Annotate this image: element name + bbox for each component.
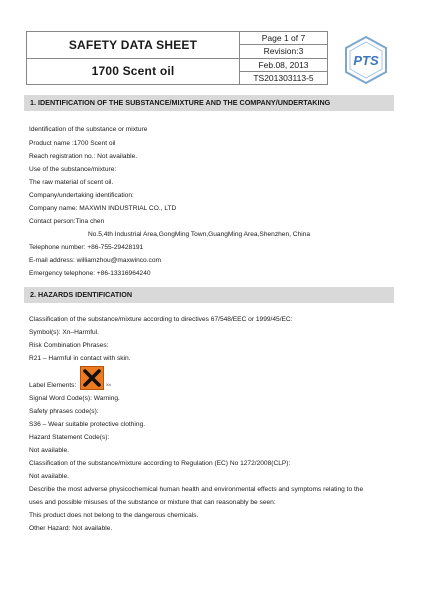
product-name-title: 1700 Scent oil xyxy=(27,58,240,85)
text-line: Other Hazard: Not available. xyxy=(29,525,113,532)
section-2-heading: 2. HAZARDS IDENTIFICATION xyxy=(24,287,394,303)
revision: Revision:3 xyxy=(240,45,328,58)
document-header-table xyxy=(26,31,328,85)
text-line: Classification of the substance/mixture according to directives 67/548/EEC or 1999/45/EC: xyxy=(29,316,293,323)
text-line: uses and possible misuses of the substance or mixture that can reasonably be seen: xyxy=(29,499,276,506)
text-line: R21 – Harmful in contact with skin. xyxy=(29,355,131,362)
text-line: Company name: MAXWIN INDUSTRIAL CO., LTD xyxy=(29,205,177,212)
pts-logo-icon xyxy=(342,35,390,85)
text-line: Identification of the substance or mixture xyxy=(29,126,148,133)
text-line: Telephone number: +86-755-29428191 xyxy=(29,244,144,251)
document-number: TS201303113-5 xyxy=(240,71,328,84)
hazard-symbol-code: Xn xyxy=(106,382,111,387)
text-line: Symbol(s): Xn–Harmful. xyxy=(29,329,99,336)
text-line: Reach registration no.: Not available. xyxy=(29,153,138,160)
text-line: E-mail address: williamzhou@maxwinco.com xyxy=(29,257,162,264)
text-line: Company/undertaking identification: xyxy=(29,192,134,199)
text-line: S36 – Wear suitable protective clothing. xyxy=(29,421,146,428)
text-line: This product does not belong to the dangerous chemicals. xyxy=(29,512,199,519)
section-1-heading: 1. IDENTIFICATION OF THE SUBSTANCE/MIXTURE AND THE COMPANY/UNDERTAKING xyxy=(24,95,394,111)
text-line: The raw material of scent oil. xyxy=(29,179,114,186)
text-line: Risk Combination Phrases: xyxy=(29,342,109,349)
text-line: Hazard Statement Code(s): xyxy=(29,434,110,441)
harmful-cross-icon xyxy=(80,366,104,390)
issue-date: Feb.08, 2013 xyxy=(240,58,328,71)
text-line: Product name :1700 Scent oil xyxy=(29,140,116,147)
text-line: Safety phrases code(s): xyxy=(29,408,99,415)
text-line: Signal Word Code(s): Warning. xyxy=(29,395,120,402)
text-line: Not available. xyxy=(29,447,69,454)
text-line: Use of the substance/mixture: xyxy=(29,166,117,173)
company-address: No.5,4th Industrial Area,GongMing Town,GuangMing Area,Shenzhen, China xyxy=(88,231,311,238)
document-title: SAFETY DATA SHEET xyxy=(27,32,240,59)
label-elements-label: Label Elements: xyxy=(29,382,77,389)
text-line: Classification of the substance/mixture according to Regulation (EC) No 1272/2008(CLP): xyxy=(29,460,291,467)
text-line: Describe the most adverse physicochemical human health and environmental effects and symptoms relating to the xyxy=(29,486,364,493)
logo-text: PTS xyxy=(353,53,379,68)
text-line: Contact person:Tina chen xyxy=(29,218,105,225)
text-line: Emergency telephone: +86-13316964240 xyxy=(29,270,151,277)
text-line: Not available. xyxy=(29,473,69,480)
page-number: Page 1 of 7 xyxy=(240,32,328,45)
